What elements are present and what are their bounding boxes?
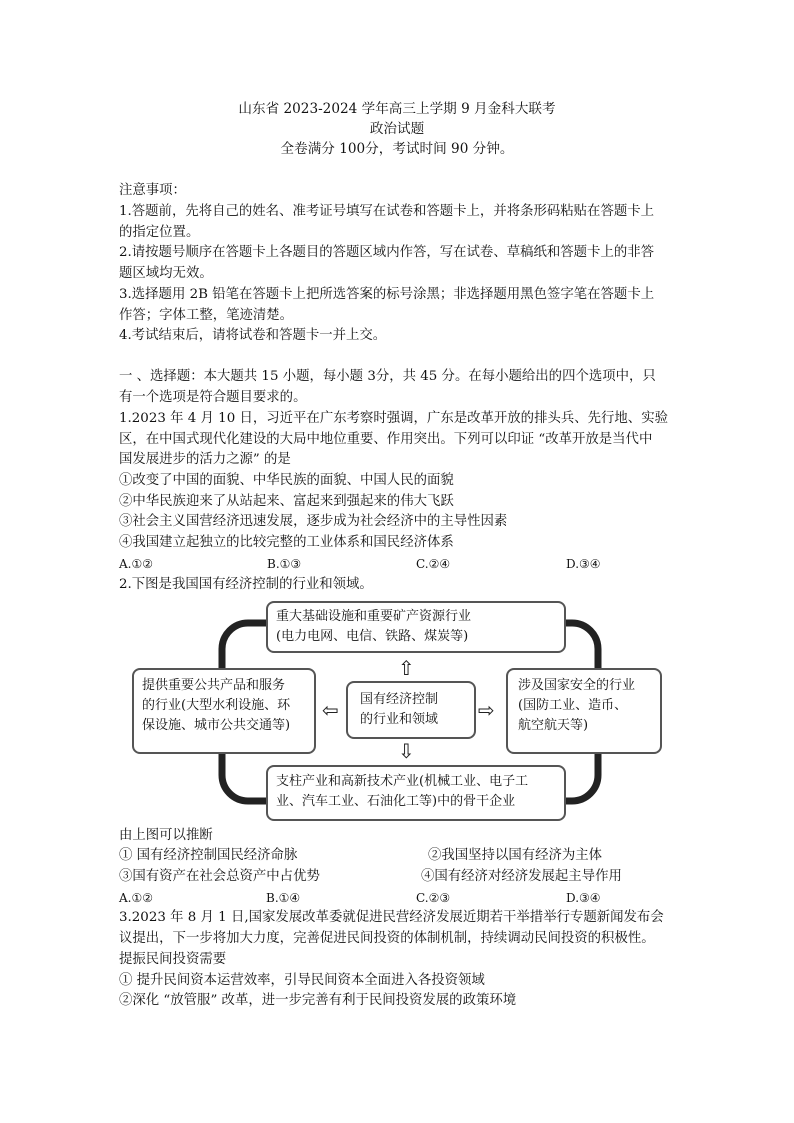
center-box-line: 国有经济控制 [360, 692, 439, 707]
q1-option-b: B.①③ [267, 557, 302, 571]
section-heading: 一 、选择题：本大题共 15 小题，每小题 3分，共 45 分。在每小题给出的四个选项中，只 [119, 369, 656, 384]
q3-stem: 议提出，下一步将加大力度，完善促进民间投资的体制机制，持续调动民间投资的积极性。 [119, 931, 655, 946]
bottom-box [266, 765, 566, 821]
exam-info: 全卷满分 100分，考试时间 90 分钟。 [280, 141, 514, 157]
down-arrow-icon: ⇩ [398, 739, 415, 763]
up-arrow-icon: ⇧ [398, 656, 415, 680]
q2-item: ②我国坚持以国有经济为主体 [428, 848, 603, 863]
q1-option-a: A.①② [119, 557, 153, 571]
notes-heading: 注意事项： [119, 183, 186, 198]
q3-item: ① 提升民间资本运营效率，引导民间资本全面进入各投资领域 [119, 973, 485, 988]
notes-line: 2.请按题号顺序在答题卡上各题目的答题区域内作答，写在试卷、草稿纸和答题卡上的非答 [119, 245, 655, 260]
q2-stem: 2.下图是我国国有经济控制的行业和领域。 [119, 577, 373, 592]
q1-item: ④我国建立起独立的比较完整的工业体系和国民经济体系 [119, 535, 454, 550]
left-box [132, 668, 316, 754]
q2-option-c: C.②③ [416, 891, 451, 905]
right-box [506, 668, 662, 754]
right-box-line: 航空航天等) [518, 718, 589, 733]
exam-subject: 政治试题 [369, 121, 425, 137]
bottom-box-line: 支柱产业和高新技术产业(机械工业、电子工 [276, 774, 529, 789]
right-box-line: 涉及国家安全的行业 [518, 678, 636, 693]
state-economy-diagram [126, 601, 666, 825]
right-arrow-icon: ⇨ [478, 698, 495, 722]
notes-line: 4.考试结束后，请将试卷和答题卡一并上交。 [119, 328, 387, 343]
section-heading: 有一个选项是符合题目要求的。 [119, 390, 307, 405]
q1-option-c: C.②④ [416, 557, 451, 571]
top-box-line: (电力电网、电信、铁路、煤炭等) [276, 629, 469, 644]
notes-line: 作答；字体工整，笔迹清楚。 [119, 308, 294, 323]
center-box [346, 681, 476, 739]
notes-line: 的指定位置。 [119, 225, 200, 240]
left-box-line: 的行业(大型水利设施、环 [142, 698, 291, 713]
top-box [266, 601, 566, 653]
q2-item: ① 国有经济控制国民经济命脉 [119, 848, 298, 863]
q1-item: ①改变了中国的面貌、中华民族的面貌、中国人民的面貌 [119, 473, 454, 488]
q1-option-d: D.③④ [566, 557, 601, 571]
q2-option-b: B.①④ [266, 891, 301, 905]
notes-line: 3.选择题用 2B 铅笔在答题卡上把所选答案的标号涂黑；非选择题用黑色签字笔在答题卡上 [119, 287, 655, 302]
exam-title: 山东省 2023-2024 学年高三上学期 9 月金科大联考 [238, 101, 556, 117]
q1-stem: 区，在中国式现代化建设的大局中地位重要、作用突出。下列可以印证 “改革开放是当代中 [119, 432, 653, 447]
q1-item: ③社会主义国营经济迅速发展，逐步成为社会经济中的主导性因素 [119, 514, 508, 529]
q2-lead: 由上图可以推断 [119, 828, 213, 843]
notes-line: 题区域均无效。 [119, 266, 213, 281]
q3-stem: 提振民间投资需要 [119, 952, 227, 967]
right-box-line: (国防工业、造币、 [518, 698, 628, 713]
left-arrow-icon: ⇦ [322, 698, 339, 722]
q1-stem: 1.2023 年 4 月 10 日，习近平在广东考察时强调，广东是改革开放的排头兵、先行地、实验 [119, 411, 668, 426]
q2-item: ④国有经济对经济发展起主导作用 [421, 869, 622, 884]
q3-stem: 3.2023 年 8 月 1 日,国家发展改革委就促进民营经济发展近期若干举措举行专题新闻发布会 [119, 910, 664, 925]
q2-option-d: D.③④ [566, 891, 601, 905]
left-box-line: 提供重要公共产品和服务 [142, 678, 286, 693]
q2-option-a: A.①② [119, 891, 153, 905]
q3-item: ②深化 “放管服” 改革，进一步完善有利于民间投资发展的政策环境 [119, 993, 517, 1008]
q1-item: ②中华民族迎来了从站起来、富起来到强起来的伟大飞跃 [119, 494, 454, 509]
bottom-box-line: 业、汽车工业、石油化工等)中的骨干企业 [276, 794, 516, 809]
q2-item: ③国有资产在社会总资产中占优势 [119, 869, 320, 884]
notes-line: 1.答题前，先将自己的姓名、准考证号填写在试卷和答题卡上，并将条形码粘贴在答题卡上 [119, 204, 655, 219]
left-box-line: 保设施、城市公共交通等) [142, 718, 291, 733]
top-box-line: 重大基础设施和重要矿产资源行业 [276, 609, 472, 624]
q1-stem: 国发展进步的活力之源” 的是 [119, 452, 291, 467]
center-box-line: 的行业和领域 [360, 712, 439, 727]
